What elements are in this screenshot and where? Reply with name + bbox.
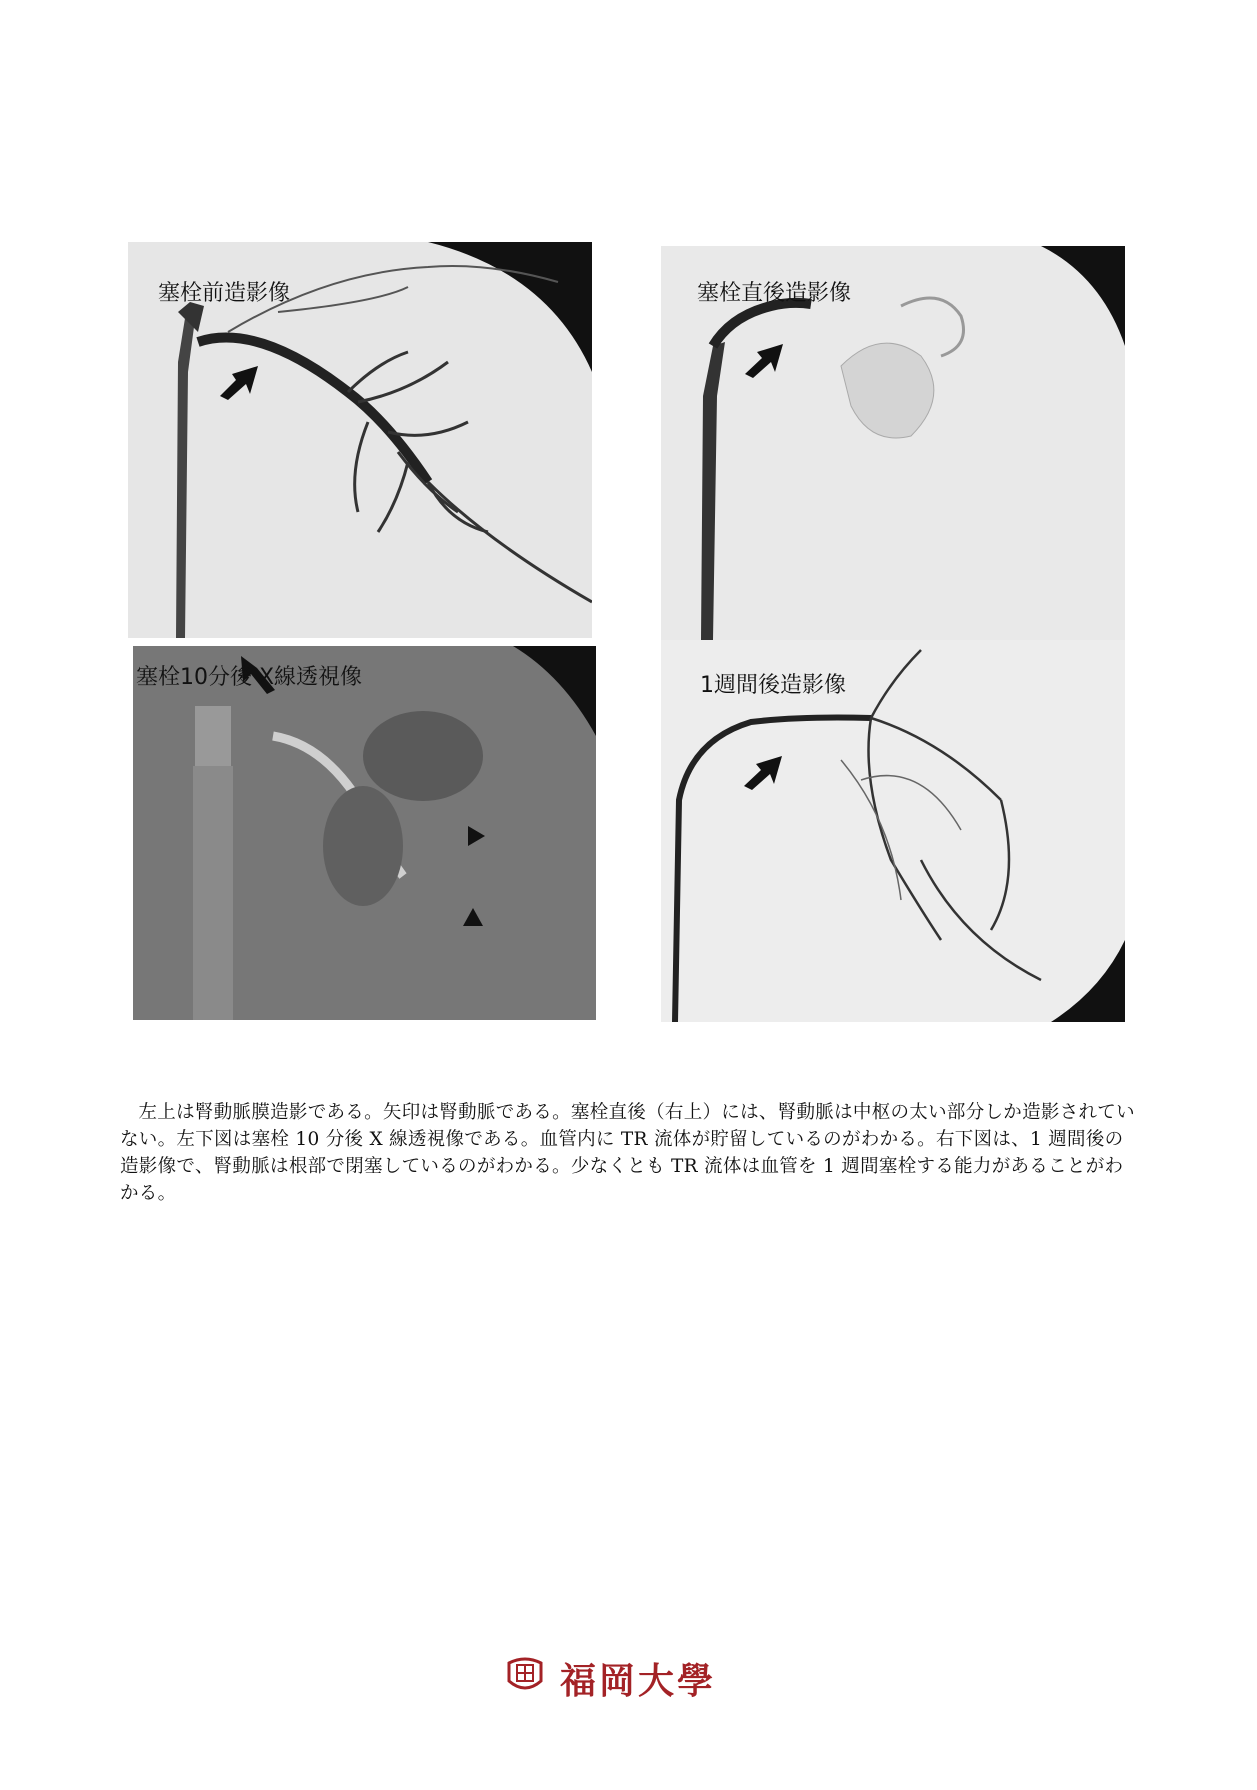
caption-text: 左上は腎動脈膜造影である。矢印は腎動脈である。塞栓直後（右上）には、腎動脈は中枢の太い部分しか造影されていない。左下図は塞栓 10 分後 X 線透視像である。血管内に TR 流体が貯留しているのがわかる。右下図は、1 週間後の造影像で、腎動脈は根部で閉塞しているのがわかる。少なくとも TR 流体は血管を 1 週間塞栓する能力があることがわかる。 — [120, 1102, 1135, 1204]
label-one-week: 1週間後造影像 — [700, 673, 846, 698]
footer-university-logo — [503, 1653, 743, 1702]
label-pre-embolization: 塞栓前造影像 — [158, 281, 291, 306]
university-name: 福岡大學 — [560, 1660, 717, 1702]
label-fluoroscopy: 塞栓10分後 X線透視像 — [136, 665, 363, 690]
image-fluoroscopy-10min — [133, 646, 596, 1020]
label-post-embolization: 塞栓直後造影像 — [697, 281, 852, 306]
fluoroscopy-image — [133, 646, 596, 1020]
seal-icon — [503, 1653, 547, 1697]
figure-caption — [120, 1099, 1140, 1207]
